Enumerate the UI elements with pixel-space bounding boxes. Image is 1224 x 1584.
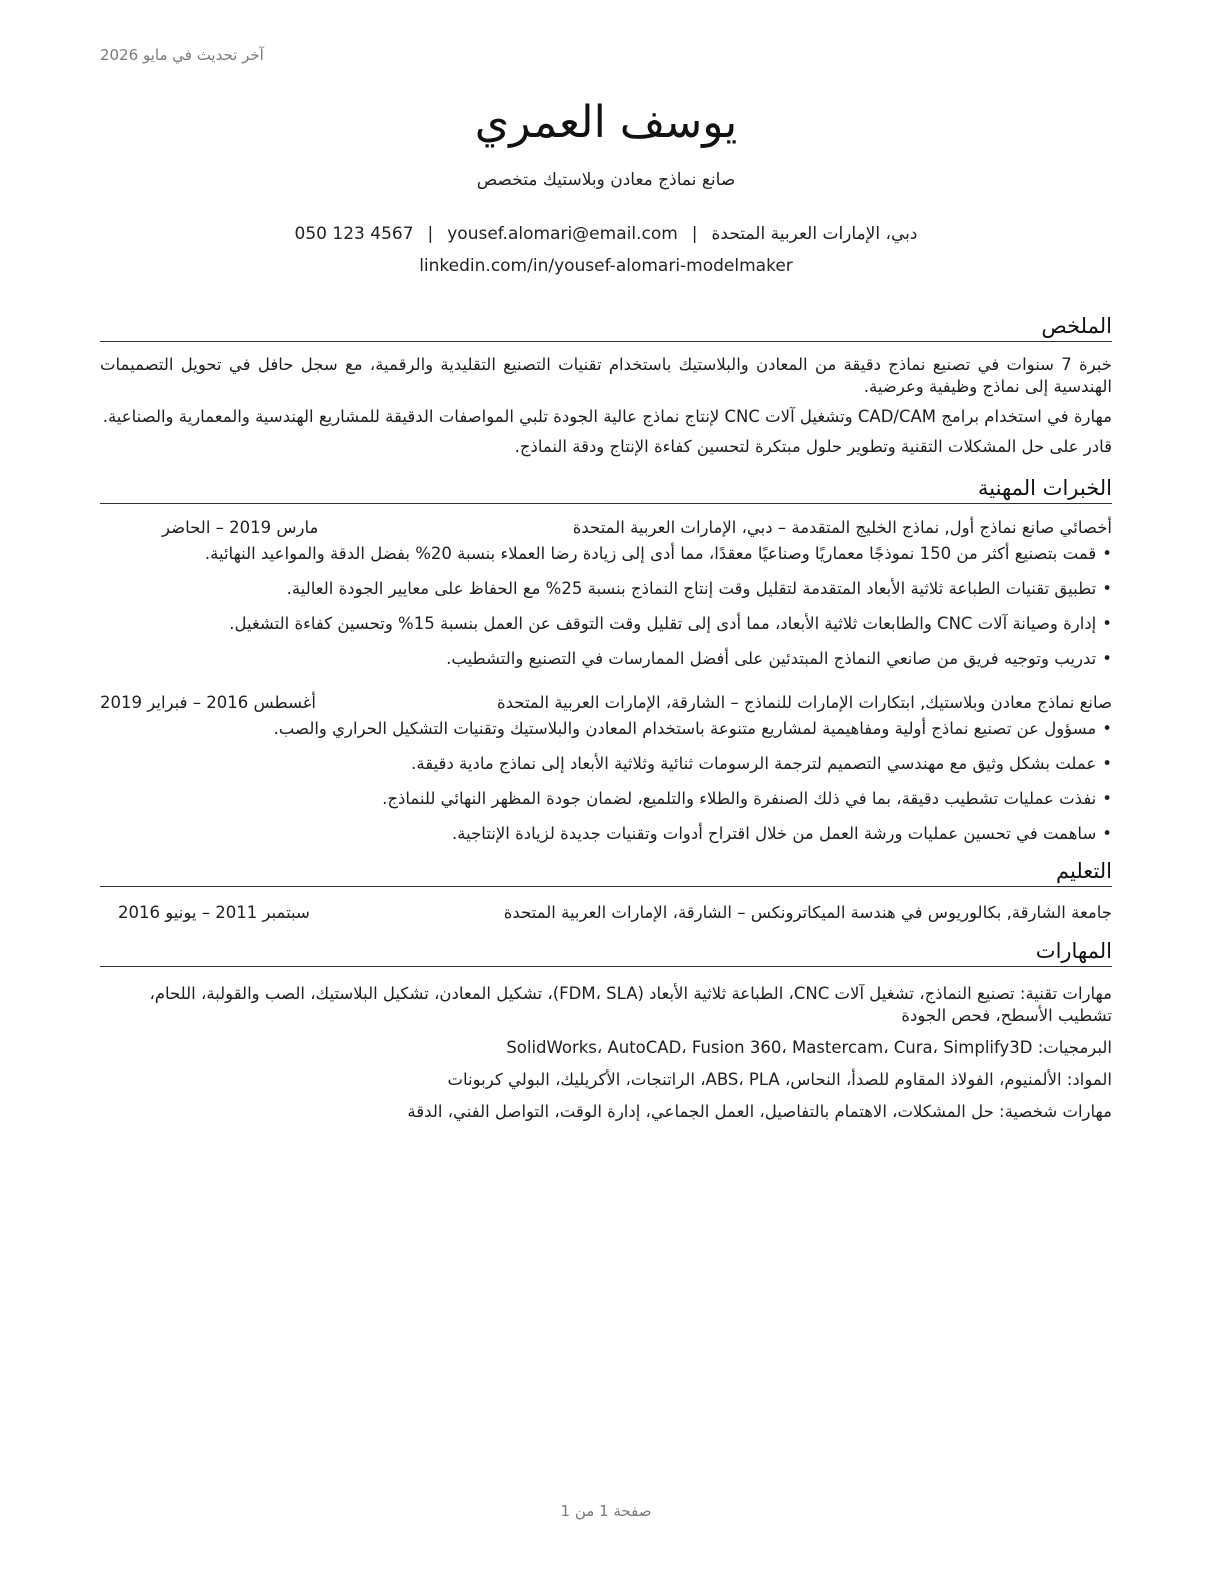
job-bullets — [100, 542, 1112, 671]
resume-content — [100, 92, 1112, 1123]
skill-line: المواد: الألمنيوم، الفولاذ المقاوم للصدأ، النحاس، ABS، PLA، الراتنجات، الأكريليك، البولي كربونات — [447, 1070, 1112, 1089]
contact-info — [100, 218, 1112, 282]
job-header — [100, 691, 1112, 715]
contact-phone[interactable]: 050 123 4567 — [294, 224, 414, 244]
contact-line-1 — [100, 218, 1112, 250]
summary-paragraph: قادر على حل المشكلات التقنية وتطوير حلول مبتكرة لتحسين كفاءة الإنتاج ودقة النماذج. — [514, 437, 1112, 456]
summary-paragraph: خبرة 7 سنوات في تصنيع نماذج دقيقة من المعادن والبلاستيك باستخدام تقنيات التصنيع التقليدية والرقمية، مع سجل حافل في تحويل التصميمات الهندسية إلى نماذج وظيفية وعرضية. — [100, 355, 1112, 396]
job-dates: أغسطس 2016 – فبراير 2019 — [100, 693, 316, 712]
job-bullet: •نفذت عمليات تشطيب دقيقة، بما في ذلك الصنفرة والطلاء والتلميع، لضمان جودة المظهر النهائي للنماذج. — [382, 789, 1112, 808]
contact-separator: | — [691, 224, 698, 244]
skills-section — [100, 937, 1112, 1123]
page-number: صفحة 1 من 1 — [560, 1502, 652, 1520]
contact-email[interactable]: yousef.alomari@email.com — [447, 224, 678, 244]
summary-section — [100, 312, 1112, 458]
contact-line-2 — [100, 250, 1112, 282]
job-title-company: صانع نماذج معادن وبلاستيك, ابتكارات الإمارات للنماذج – الشارقة، الإمارات العربية المتحدة — [496, 693, 1112, 712]
job-bullet: •إدارة وصيانة آلات CNC والطابعات ثلاثية الأبعاد، مما أدى إلى تقليل وقت التوقف عن العمل بنسبة 15% وتحسين كفاءة التشغيل. — [229, 614, 1112, 633]
candidate-title: صانع نماذج معادن وبلاستيك متخصص — [476, 170, 736, 190]
skill-line: مهارات شخصية: حل المشكلات، الاهتمام بالتفاصيل، العمل الجماعي، إدارة الوقت، التواصل الفني، الدقة — [407, 1102, 1112, 1121]
candidate-name: يوسف العمري — [474, 97, 738, 148]
job-bullet: •قمت بتصنيع أكثر من 150 نموذجًا معماريًا وصناعيًا معقدًا، مما أدى إلى زيادة رضا العملاء بنسبة 20% بفضل الدقة والمواعيد النهائية. — [204, 544, 1112, 563]
summary-heading: الملخص — [100, 312, 1112, 342]
job-bullet: •تدريب وتوجيه فريق من صانعي النماذج المبتدئين على أفضل الممارسات في التصنيع والتشطيب. — [446, 649, 1112, 668]
job-title-company: أخصائي صانع نماذج أول, نماذج الخليج المتقدمة – دبي، الإمارات العربية المتحدة — [572, 518, 1112, 537]
last-updated-note: آخر تحديث في مايو 2026 — [100, 46, 264, 64]
summary-paragraph: مهارة في استخدام برامج CAD/CAM وتشغيل آلات CNC لإنتاج نماذج عالية الجودة تلبي المواصفات الدقيقة للمشاريع الهندسية والمعمارية والصناعية. — [102, 407, 1112, 426]
job-bullet: •عملت بشكل وثيق مع مهندسي التصميم لترجمة الرسومات ثنائية وثلاثية الأبعاد إلى نماذج مادية دقيقة. — [411, 754, 1112, 773]
job-bullet: •تطبيق تقنيات الطباعة ثلاثية الأبعاد المتقدمة لتقليل وقت إنتاج النماذج بنسبة 25% مع الحفاظ على معايير الجودة العالية. — [286, 579, 1112, 598]
job-dates: مارس 2019 – الحاضر — [162, 518, 319, 537]
contact-location: دبي، الإمارات العربية المتحدة — [711, 224, 918, 244]
job-bullet: •ساهمت في تحسين عمليات ورشة العمل من خلال اقتراح أدوات وتقنيات جديدة لزيادة الإنتاجية. — [452, 824, 1112, 843]
skill-line: مهارات تقنية: تصنيع النماذج، تشغيل آلات CNC، الطباعة ثلاثية الأبعاد (FDM، SLA)، تشكيل المعادن، تشكيل البلاستيك، الصب والقولبة، اللحام، تشطيب الأسطح، فحص الجودة — [149, 984, 1112, 1025]
skill-line: البرمجيات: SolidWorks، AutoCAD، Fusion 360، Mastercam، Cura، Simplify3D — [506, 1038, 1112, 1057]
experience-section — [100, 474, 1112, 846]
job-entry — [100, 691, 1112, 846]
education-dates: سبتمبر 2011 – يونيو 2016 — [118, 903, 310, 922]
job-entry — [100, 516, 1112, 671]
job-bullets — [100, 717, 1112, 846]
experience-heading: الخبرات المهنية — [100, 474, 1112, 504]
contact-linkedin[interactable]: linkedin.com/in/yousef-alomari-modelmaker — [419, 256, 793, 276]
contact-separator: | — [427, 224, 434, 244]
education-institution-degree: جامعة الشارقة, بكالوريوس في هندسة الميكاترونكس – الشارقة، الإمارات العربية المتحدة — [503, 903, 1112, 922]
skills-heading: المهارات — [100, 937, 1112, 967]
job-bullet: •مسؤول عن تصنيع نماذج أولية ومفاهيمية لمشاريع متنوعة باستخدام المعادن والبلاستيك وتقنيات التشكيل الحراري والصب. — [273, 719, 1112, 738]
education-section — [100, 857, 1112, 925]
education-heading: التعليم — [100, 857, 1112, 887]
education-entry — [100, 901, 1112, 925]
job-header — [100, 516, 1112, 540]
